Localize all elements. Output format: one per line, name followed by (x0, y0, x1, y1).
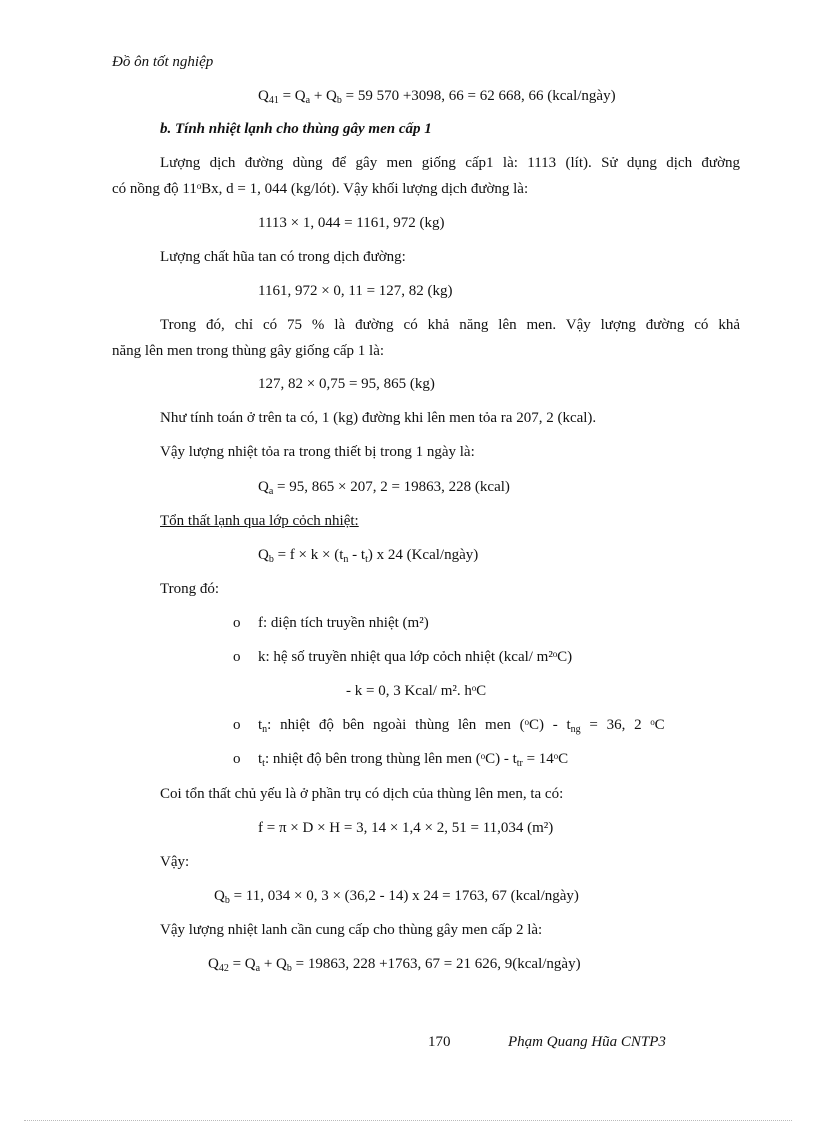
equation-f: f = π × D × H = 3, 14 × 1,4 × 2, 51 = 11,034 (m²) (258, 820, 554, 836)
paragraph-line: năng lên men trong thùng gây giống cấp 1 là: (112, 343, 385, 359)
paragraph-line: Lượng chất hũa tan có trong dịch đường: (160, 249, 406, 265)
paragraph-line: Vậy lượng nhiệt tỏa ra trong thiết bị trong 1 ngày là: (160, 444, 475, 460)
equation-qb: $Q_b = f \times k \times (t_n - t_t)$ x 24 (Kcal/ngày) (258, 547, 479, 565)
equation-q42: $Q_{42} = Q_a + Q_b = 19863$, 228 +1763, 67 = 21 626, 9(kcal/ngày) (208, 956, 581, 974)
paragraph-line: Coi tổn thất chủ yếu là ở phần trụ có dịch của thùng lên men, ta có: (160, 786, 564, 802)
k-value: - k = 0, 3 Kcal/ m². hᵒC (346, 683, 487, 699)
bullet-marker: o (233, 649, 241, 665)
vay-label: Vậy: (160, 854, 190, 870)
bullet-marker: o (233, 615, 241, 631)
bullet-marker: o (233, 717, 241, 733)
paragraph-line: Lượng dịch đường dùng để gây men giống cấp1 là: 1113 (lít). Sử dụng dịch đường (160, 155, 740, 171)
equation: 1161, 972 × 0, 11 = 127, 82 (kg) (258, 283, 453, 299)
bullet-marker: o (233, 751, 241, 767)
bullet-item (233, 647, 241, 667)
bullet-item (233, 715, 241, 735)
bullet-text: f: diện tích truyền nhiệt (m²) (258, 615, 429, 631)
paragraph-line: Vậy lượng nhiệt lanh cần cung cấp cho thùng gây men cấp 2 là: (160, 922, 543, 938)
equation-qa: $Q_a = 95$, 865 × 207, 2 = 19863, 228 (kcal) (258, 479, 510, 497)
paragraph-line: Trong đó, chỉ có 75 % là đường có khả năng lên men. Vậy lượng đường có khả (160, 317, 740, 333)
bullet-item (233, 613, 241, 633)
bullet-item (233, 749, 241, 769)
loss-heading: Tổn thất lạnh qua lớp cỏch nhiệt: (160, 513, 359, 529)
page-bottom-divider (24, 1120, 792, 1121)
paragraph-line: Như tính toán ở trên ta có, 1 (kg) đường khi lên men tỏa ra 207, 2 (kcal). (160, 410, 597, 426)
equation: 1113 × 1, 044 = 1161, 972 (kg) (258, 215, 445, 231)
header-title: Đồ ôn tốt nghiệp (112, 54, 214, 70)
bullet-text: k: hệ số truyền nhiệt qua lớp cỏch nhiệt (kcal/ m²ᵒC) (258, 649, 573, 665)
paragraph-line: có nồng độ 11ᵒBx, d = 1, 044 (kg/lót). Vậy khối lượng dịch đường là: (112, 181, 529, 197)
bullet-text: $t_n$: nhiệt độ bên ngoài thùng lên men (ᵒC) - $t_{ng} = 36$, 2 ᵒC (258, 717, 665, 735)
equation-qb-result: $Q_b = 11$, 034 × 0, 3 × (36,2 - 14) x 24 = 1763, 67 (kcal/ngày) (214, 888, 579, 906)
equation: 127, 82 × 0,75 = 95, 865 (kg) (258, 376, 435, 392)
footer-page-number: 170 (428, 1034, 451, 1050)
bullet-text: $t_t$: nhiệt độ bên trong thùng lên men (ᵒC) - $t_{tr}$ = 14ᵒC (258, 751, 569, 769)
footer-author: Phạm Quang Hũa CNTP3 (508, 1034, 666, 1050)
where-label: Trong đó: (160, 581, 220, 597)
equation-q41: $Q_{41} = Q_a + Q_b = 59$ 570 +3098, 66 = 62 668, 66 (kcal/ngày) (258, 88, 616, 106)
section-heading: b. Tính nhiệt lạnh cho thùng gây men cấp 1 (160, 121, 432, 137)
